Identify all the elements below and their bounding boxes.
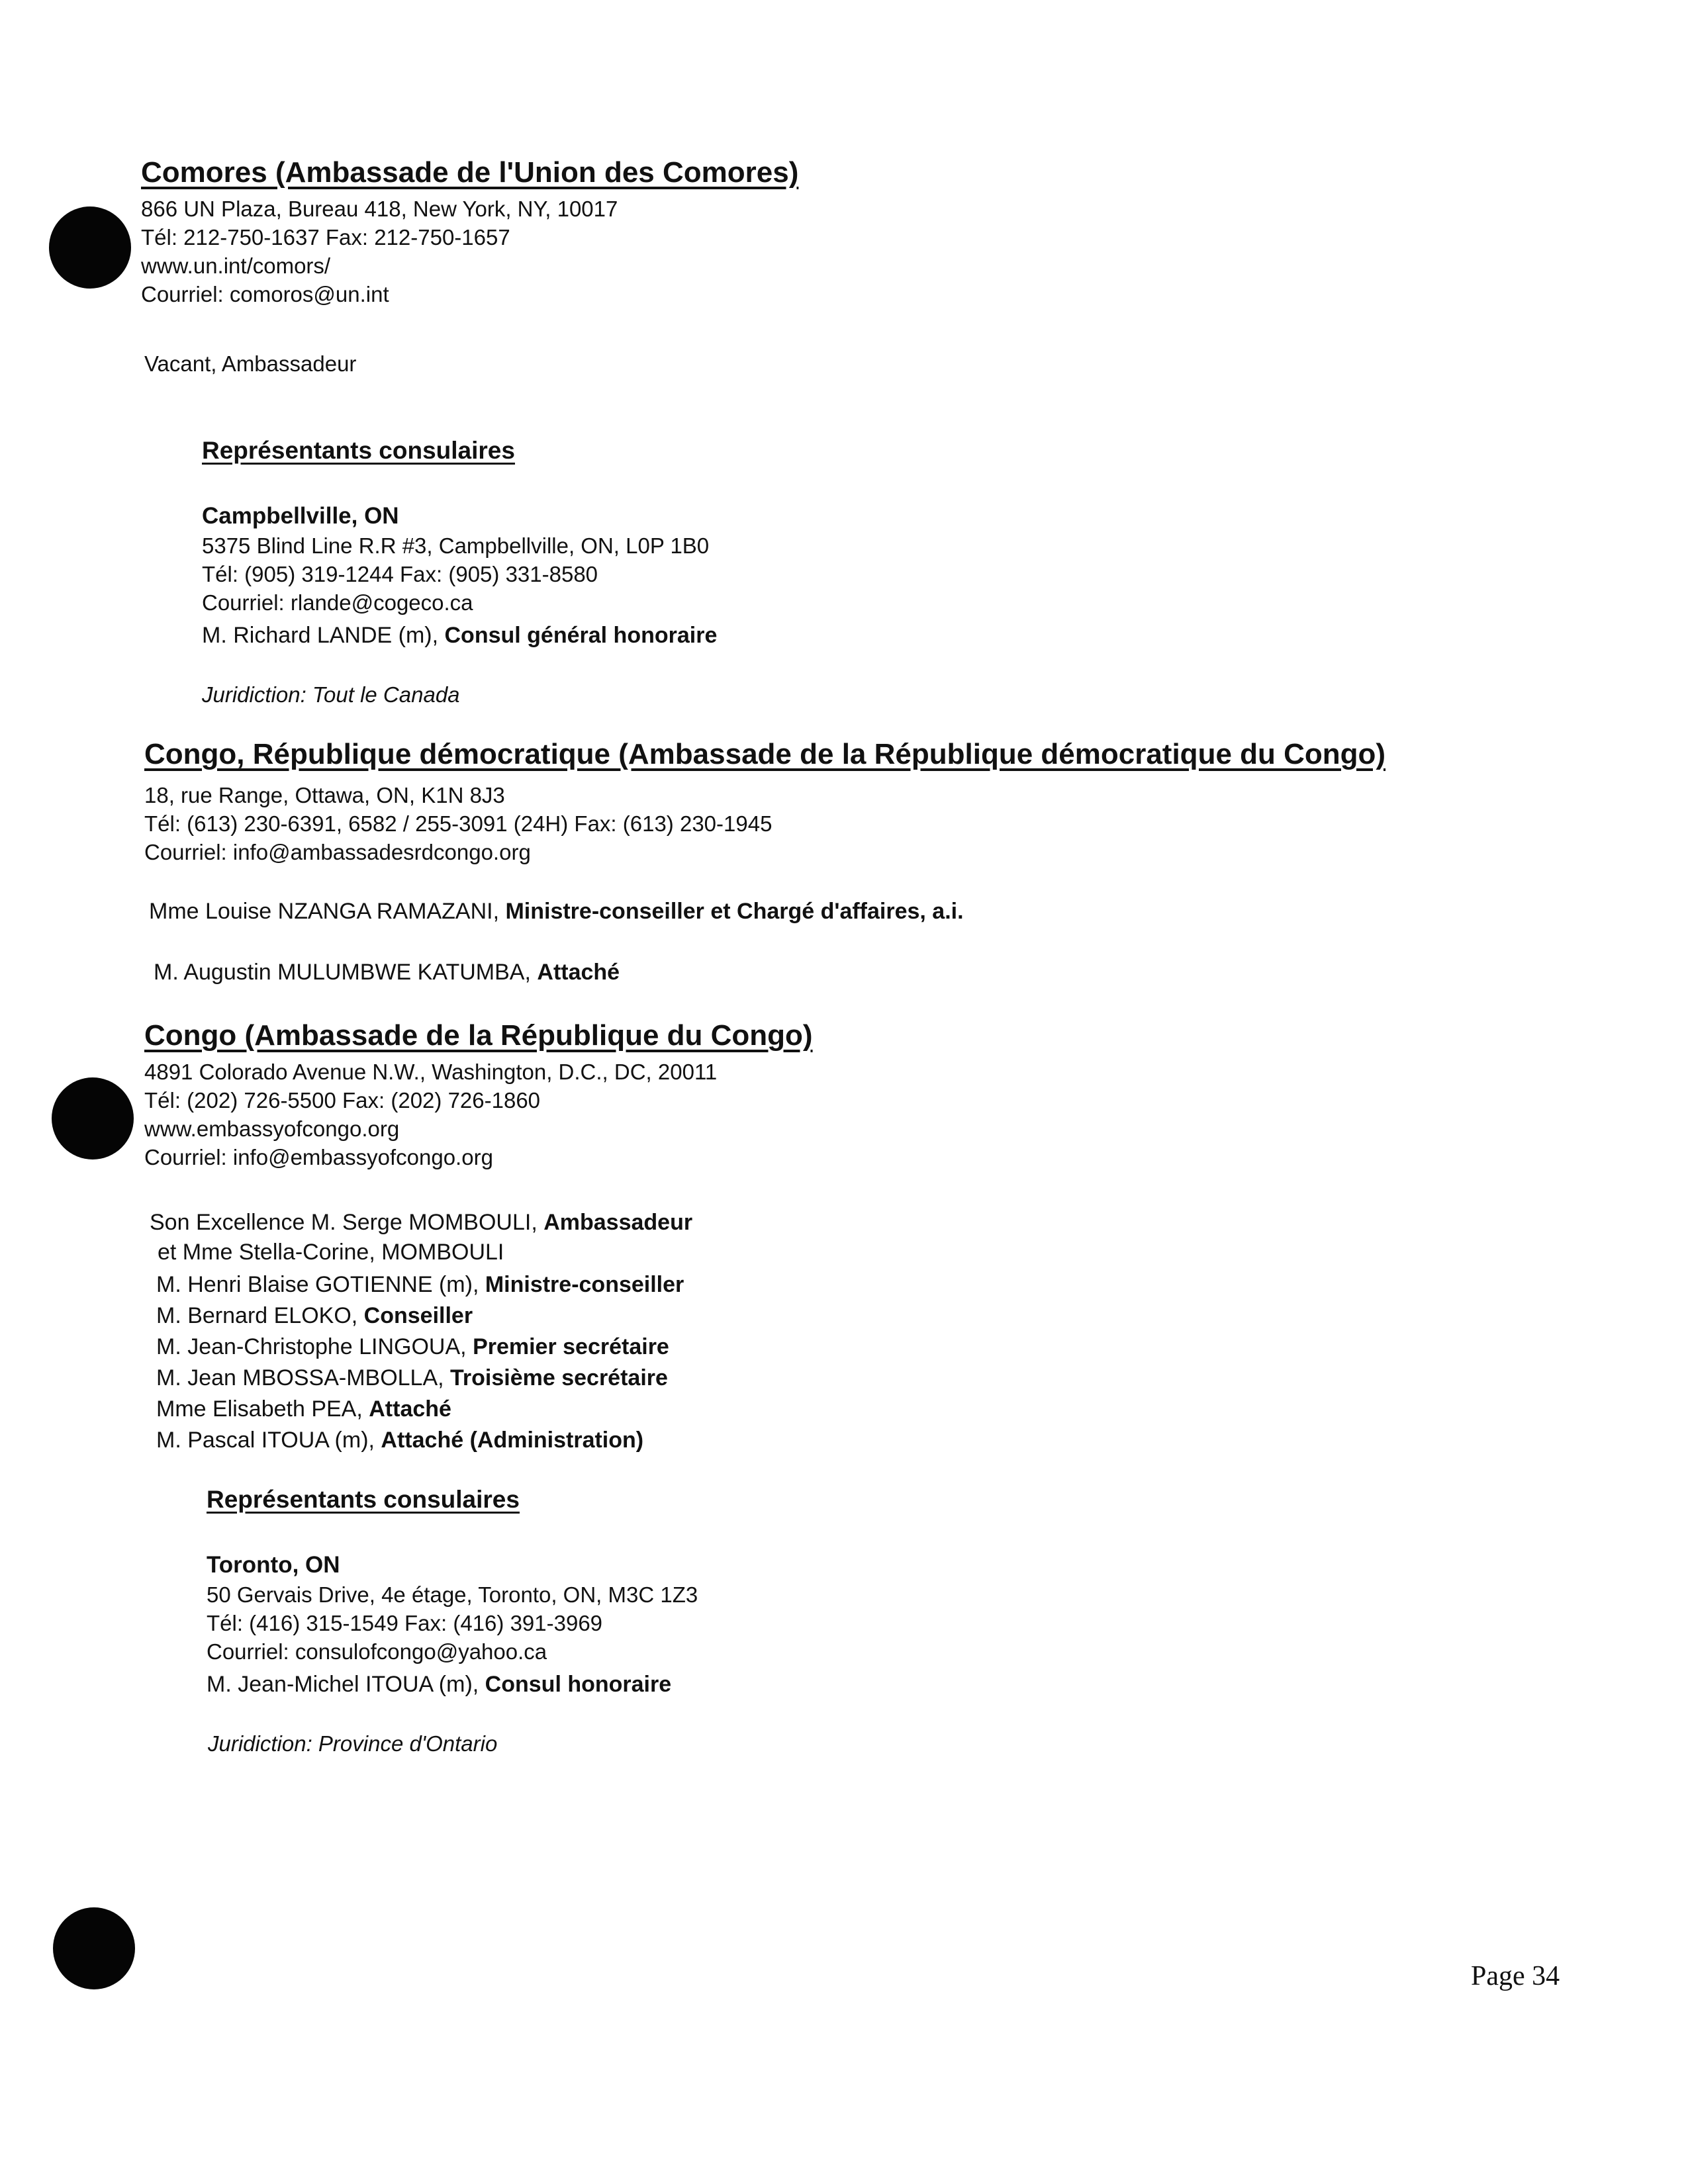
staff-name: M. Jean-Christophe LINGOUA, bbox=[156, 1334, 473, 1359]
congo-contact bbox=[144, 1058, 717, 1171]
comores-consulate-city: Campbellville, ON bbox=[202, 503, 399, 529]
staff-title: Attaché bbox=[537, 960, 620, 985]
congo-consulate-email: Courriel: consulofcongo@yahoo.ca bbox=[207, 1639, 547, 1664]
ambassador-title: Ambassadeur bbox=[543, 1210, 693, 1235]
congo-rdc-email: Courriel: info@ambassadesrdcongo.org bbox=[144, 840, 531, 864]
congo-rdc-contact bbox=[144, 781, 772, 866]
congo-rdc-staff-2 bbox=[154, 960, 620, 985]
staff-title: Troisième secrétaire bbox=[450, 1365, 668, 1390]
congo-consul bbox=[207, 1672, 671, 1698]
comores-jurisdiction: Juridiction: Tout le Canada bbox=[202, 682, 460, 707]
staff-title: Ministre-conseiller bbox=[485, 1272, 684, 1297]
congo-phone: Tél: (202) 726-5500 Fax: (202) 726-1860 bbox=[144, 1088, 541, 1113]
punch-hole-bottom bbox=[53, 1907, 135, 1989]
congo-ambassador-spouse: et Mme Stella-Corine, MOMBOULI bbox=[158, 1240, 504, 1265]
congo-consulate-phone: Tél: (416) 315-1549 Fax: (416) 391-3969 bbox=[207, 1611, 603, 1635]
comores-consulate-phone: Tél: (905) 319-1244 Fax: (905) 331-8580 bbox=[202, 562, 598, 586]
staff-title: Conseiller bbox=[363, 1303, 473, 1328]
staff-title: Ministre-conseiller et Chargé d'affaires, a.i. bbox=[505, 899, 964, 924]
punch-hole-middle bbox=[52, 1077, 134, 1160]
comores-phone: Tél: 212-750-1637 Fax: 212-750-1657 bbox=[141, 225, 510, 250]
comores-head-of-mission: Vacant, Ambassadeur bbox=[144, 351, 357, 376]
comores-address: 866 UN Plaza, Bureau 418, New York, NY, 10017 bbox=[141, 197, 618, 221]
congo-address: 4891 Colorado Avenue N.W., Washington, D.C., DC, 20011 bbox=[144, 1060, 718, 1084]
congo-rdc-heading: Congo, République démocratique (Ambassade de la République démocratique du Congo) bbox=[144, 738, 1386, 770]
staff-title: Attaché bbox=[369, 1396, 451, 1422]
congo-heading: Congo (Ambassade de la République du Congo) bbox=[144, 1019, 813, 1052]
consul-title: Consul général honoraire bbox=[444, 623, 718, 648]
congo-jurisdiction: Juridiction: Province d'Ontario bbox=[208, 1731, 498, 1756]
staff-name: M. Pascal ITOUA (m), bbox=[156, 1428, 381, 1453]
staff-name: M. Henri Blaise GOTIENNE (m), bbox=[156, 1272, 485, 1297]
punch-hole-top bbox=[49, 206, 131, 289]
comores-consulate-email: Courriel: rlande@cogeco.ca bbox=[202, 590, 473, 615]
congo-consular-heading: Représentants consulaires bbox=[207, 1486, 520, 1513]
comores-heading: Comores (Ambassade de l'Union des Comores) bbox=[141, 156, 799, 189]
staff-name: Mme Louise NZANGA RAMAZANI, bbox=[149, 899, 506, 924]
congo-email: Courriel: info@embassyofcongo.org bbox=[144, 1145, 493, 1169]
congo-consulate-contact bbox=[207, 1580, 698, 1666]
staff-name: M. Jean MBOSSA-MBOLLA, bbox=[156, 1365, 451, 1390]
consul-name: M. Richard LANDE (m), bbox=[202, 623, 445, 648]
congo-ambassador bbox=[150, 1210, 692, 1236]
congo-website: www.embassyofcongo.org bbox=[144, 1116, 400, 1141]
staff-name: Mme Elisabeth PEA, bbox=[156, 1396, 369, 1422]
staff-title: Attaché (Administration) bbox=[381, 1428, 644, 1453]
page-number: Page 34 bbox=[1471, 1961, 1560, 1991]
ambassador-name: Son Excellence M. Serge MOMBOULI, bbox=[150, 1210, 544, 1235]
congo-consulate-city: Toronto, ON bbox=[207, 1552, 340, 1578]
staff-name: M. Bernard ELOKO, bbox=[156, 1303, 364, 1328]
congo-rdc-phone: Tél: (613) 230-6391, 6582 / 255-3091 (24H) Fax: (613) 230-1945 bbox=[144, 811, 773, 836]
congo-staff-2 bbox=[156, 1303, 473, 1329]
staff-name: M. Augustin MULUMBWE KATUMBA, bbox=[154, 960, 538, 985]
congo-staff-3 bbox=[156, 1334, 669, 1360]
comores-consular-heading: Représentants consulaires bbox=[202, 437, 515, 464]
comores-consulate-contact bbox=[202, 531, 709, 617]
consul-name: M. Jean-Michel ITOUA (m), bbox=[207, 1672, 485, 1697]
congo-rdc-staff-1 bbox=[149, 899, 964, 925]
consul-title: Consul honoraire bbox=[485, 1672, 672, 1697]
congo-staff-6 bbox=[156, 1428, 643, 1453]
comores-email: Courriel: comoros@un.int bbox=[141, 282, 389, 306]
comores-website: www.un.int/comors/ bbox=[141, 253, 331, 278]
congo-consulate-address: 50 Gervais Drive, 4e étage, Toronto, ON, M3C 1Z3 bbox=[207, 1582, 698, 1607]
comores-contact bbox=[141, 195, 618, 308]
congo-staff-5 bbox=[156, 1396, 451, 1422]
comores-consulate-address: 5375 Blind Line R.R #3, Campbellville, ON, L0P 1B0 bbox=[202, 533, 710, 558]
staff-title: Premier secrétaire bbox=[473, 1334, 669, 1359]
congo-staff-1 bbox=[156, 1272, 684, 1298]
congo-staff-4 bbox=[156, 1365, 668, 1391]
comores-consul bbox=[202, 623, 717, 649]
congo-rdc-address: 18, rue Range, Ottawa, ON, K1N 8J3 bbox=[144, 783, 505, 807]
